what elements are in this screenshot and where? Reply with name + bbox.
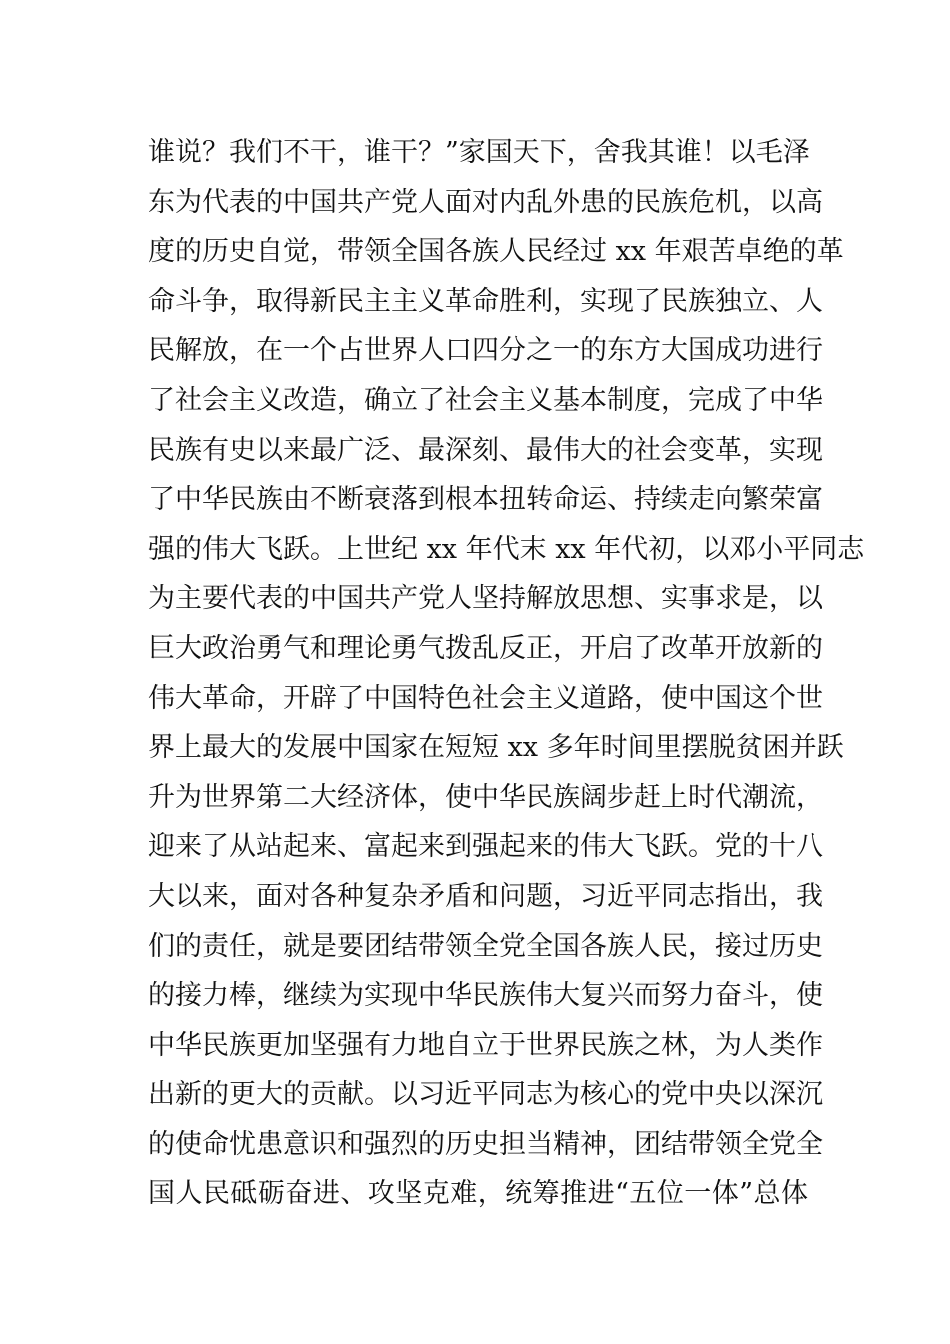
body-paragraph <box>148 128 865 1219</box>
text-line: 巨大政治勇气和理论勇气拨乱反正，开启了改革开放新的 <box>148 632 823 664</box>
text-line: 了中华民族由不断衰落到根本扭转命运、持续走向繁荣富 <box>148 484 823 516</box>
text-line: 出新的更大的贡献。以习近平同志为核心的党中央以深沉 <box>148 1079 823 1111</box>
text-line: 的使命忧患意识和强烈的历史担当精神，团结带领全党全 <box>148 1128 823 1160</box>
text-line: 升为世界第二大经济体，使中华民族阔步赶上时代潮流， <box>148 781 823 813</box>
text-line: 为主要代表的中国共产党人坚持解放思想、实事求是，以 <box>148 583 823 615</box>
text-line: 民解放，在一个占世界人口四分之一的东方大国成功进行 <box>148 335 823 367</box>
text-line: 大以来，面对各种复杂矛盾和问题，习近平同志指出，我 <box>148 880 823 912</box>
text-line: 民族有史以来最广泛、最深刻、最伟大的社会变革，实现 <box>148 434 823 466</box>
text-line: 度的历史自觉，带领全国各族人民经过 xx 年艰苦卓绝的革 <box>148 236 844 268</box>
text-line: 了社会主义改造，确立了社会主义基本制度，完成了中华 <box>148 384 823 416</box>
text-line: 国人民砥砺奋进、攻坚克难，统筹推进“五位一体”总体 <box>148 1178 808 1210</box>
text-line: 界上最大的发展中国家在短短 xx 多年时间里摆脱贫困并跃 <box>148 732 844 764</box>
text-line: 伟大革命，开辟了中国特色社会主义道路，使中国这个世 <box>148 682 823 714</box>
text-line: 们的责任，就是要团结带领全党全国各族人民，接过历史 <box>148 930 823 962</box>
text-line: 的接力棒，继续为实现中华民族伟大复兴而努力奋斗，使 <box>148 980 823 1012</box>
text-line: 谁说？我们不干，谁干？”家国天下，舍我其谁！以毛泽 <box>148 137 810 168</box>
text-line: 中华民族更加坚强有力地自立于世界民族之林，为人类作 <box>148 1029 823 1061</box>
text-line: 命斗争，取得新民主主义革命胜利，实现了民族独立、人 <box>148 285 823 317</box>
text-line: 强的伟大飞跃。上世纪 xx 年代末 xx 年代初，以邓小平同志 <box>148 533 865 565</box>
text-line: 迎来了从站起来、富起来到强起来的伟大飞跃。党的十八 <box>148 831 823 863</box>
text-line: 东为代表的中国共产党人面对内乱外患的民族危机，以高 <box>148 186 823 218</box>
